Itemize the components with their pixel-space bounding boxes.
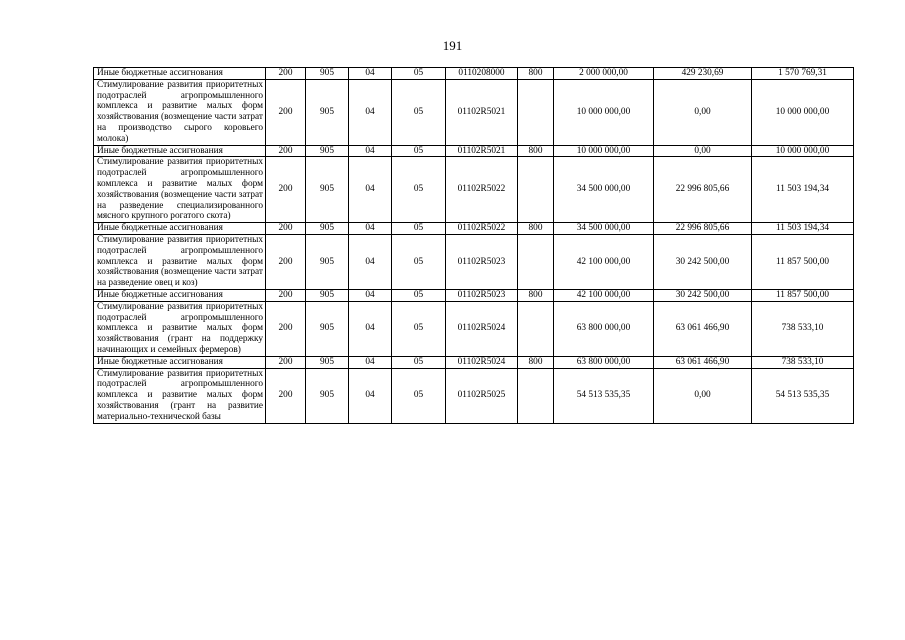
row-vr-cell: 800 <box>518 289 554 301</box>
budget-table <box>93 67 854 424</box>
row-col3-cell: 04 <box>349 157 392 223</box>
row-col1-cell: 200 <box>266 145 306 157</box>
row-done-amount-cell: 429 230,69 <box>654 68 752 80</box>
table-row <box>94 145 854 157</box>
table-row <box>94 368 854 423</box>
row-rest-amount-cell: 10 000 000,00 <box>752 145 854 157</box>
row-done-amount-cell: 63 061 466,90 <box>654 356 752 368</box>
row-rest-amount-cell: 10 000 000,00 <box>752 79 854 145</box>
row-vr-cell <box>518 79 554 145</box>
row-name-cell: Иные бюджетные ассигнования <box>94 145 266 157</box>
row-name-cell: Иные бюджетные ассигнования <box>94 68 266 80</box>
row-vr-cell: 800 <box>518 356 554 368</box>
row-col2-cell: 905 <box>306 368 349 423</box>
row-col3-cell: 04 <box>349 68 392 80</box>
row-col1-cell: 200 <box>266 356 306 368</box>
row-col1-cell: 200 <box>266 223 306 235</box>
row-vr-cell <box>518 234 554 289</box>
row-rest-amount-cell: 11 503 194,34 <box>752 157 854 223</box>
row-col3-cell: 04 <box>349 301 392 356</box>
row-plan-amount-cell: 34 500 000,00 <box>554 223 654 235</box>
row-col2-cell: 905 <box>306 223 349 235</box>
row-code-cell: 01102R5023 <box>446 234 518 289</box>
row-code-cell: 01102R5021 <box>446 79 518 145</box>
table-row <box>94 234 854 289</box>
row-col3-cell: 04 <box>349 368 392 423</box>
table-row <box>94 289 854 301</box>
row-code-cell: 01102R5023 <box>446 289 518 301</box>
table-row <box>94 157 854 223</box>
row-col3-cell: 04 <box>349 289 392 301</box>
row-name-cell: Стимулирование развития приоритетных подотраслей агропромышленного комплекса и развитие малых форм хозяйствования (возмещение части затрат на производство сырого коровьего молока) <box>94 79 266 145</box>
row-col4-cell: 05 <box>392 157 446 223</box>
row-col4-cell: 05 <box>392 301 446 356</box>
table-row <box>94 223 854 235</box>
row-col2-cell: 905 <box>306 145 349 157</box>
row-code-cell: 01102R5022 <box>446 157 518 223</box>
row-rest-amount-cell: 54 513 535,35 <box>752 368 854 423</box>
row-plan-amount-cell: 10 000 000,00 <box>554 145 654 157</box>
row-done-amount-cell: 30 242 500,00 <box>654 289 752 301</box>
row-rest-amount-cell: 738 533,10 <box>752 301 854 356</box>
row-plan-amount-cell: 10 000 000,00 <box>554 79 654 145</box>
row-col4-cell: 05 <box>392 223 446 235</box>
budget-table-body <box>94 68 854 424</box>
row-col4-cell: 05 <box>392 289 446 301</box>
row-col4-cell: 05 <box>392 79 446 145</box>
row-plan-amount-cell: 34 500 000,00 <box>554 157 654 223</box>
row-rest-amount-cell: 738 533,10 <box>752 356 854 368</box>
row-col2-cell: 905 <box>306 356 349 368</box>
table-row <box>94 356 854 368</box>
table-row <box>94 301 854 356</box>
row-col1-cell: 200 <box>266 79 306 145</box>
row-rest-amount-cell: 11 857 500,00 <box>752 234 854 289</box>
row-col3-cell: 04 <box>349 356 392 368</box>
row-col3-cell: 04 <box>349 223 392 235</box>
row-col2-cell: 905 <box>306 157 349 223</box>
row-vr-cell <box>518 301 554 356</box>
row-name-cell: Стимулирование развития приоритетных подотраслей агропромышленного комплекса и развитие малых форм хозяйствования (возмещение части затрат на разведение специализированного мясного крупного рогатого скота) <box>94 157 266 223</box>
table-row <box>94 68 854 80</box>
row-vr-cell: 800 <box>518 68 554 80</box>
row-col2-cell: 905 <box>306 289 349 301</box>
row-done-amount-cell: 63 061 466,90 <box>654 301 752 356</box>
row-done-amount-cell: 22 996 805,66 <box>654 223 752 235</box>
row-rest-amount-cell: 11 503 194,34 <box>752 223 854 235</box>
row-col3-cell: 04 <box>349 145 392 157</box>
row-col3-cell: 04 <box>349 234 392 289</box>
row-col4-cell: 05 <box>392 68 446 80</box>
row-col4-cell: 05 <box>392 234 446 289</box>
row-col2-cell: 905 <box>306 301 349 356</box>
page-number: 191 <box>442 38 463 53</box>
row-done-amount-cell: 0,00 <box>654 368 752 423</box>
row-vr-cell: 800 <box>518 223 554 235</box>
row-code-cell: 0110208000 <box>446 68 518 80</box>
row-col2-cell: 905 <box>306 79 349 145</box>
row-vr-cell: 800 <box>518 145 554 157</box>
row-col1-cell: 200 <box>266 157 306 223</box>
row-name-cell: Стимулирование развития приоритетных подотраслей агропромышленного комплекса и развитие малых форм хозяйствования (грант на развитие материально-технической базы <box>94 368 266 423</box>
row-plan-amount-cell: 42 100 000,00 <box>554 234 654 289</box>
row-vr-cell <box>518 368 554 423</box>
row-name-cell: Иные бюджетные ассигнования <box>94 356 266 368</box>
row-done-amount-cell: 0,00 <box>654 79 752 145</box>
row-code-cell: 01102R5024 <box>446 301 518 356</box>
row-plan-amount-cell: 2 000 000,00 <box>554 68 654 80</box>
row-name-cell: Стимулирование развития приоритетных подотраслей агропромышленного комплекса и развитие малых форм хозяйствования (грант на поддержку начинающих и семейных фермеров) <box>94 301 266 356</box>
row-col1-cell: 200 <box>266 234 306 289</box>
row-col1-cell: 200 <box>266 68 306 80</box>
row-plan-amount-cell: 54 513 535,35 <box>554 368 654 423</box>
row-done-amount-cell: 30 242 500,00 <box>654 234 752 289</box>
row-code-cell: 01102R5025 <box>446 368 518 423</box>
row-rest-amount-cell: 11 857 500,00 <box>752 289 854 301</box>
row-done-amount-cell: 0,00 <box>654 145 752 157</box>
row-rest-amount-cell: 1 570 769,31 <box>752 68 854 80</box>
row-name-cell: Иные бюджетные ассигнования <box>94 289 266 301</box>
row-col4-cell: 05 <box>392 145 446 157</box>
row-col1-cell: 200 <box>266 289 306 301</box>
row-name-cell: Иные бюджетные ассигнования <box>94 223 266 235</box>
row-code-cell: 01102R5021 <box>446 145 518 157</box>
row-col4-cell: 05 <box>392 368 446 423</box>
row-col2-cell: 905 <box>306 68 349 80</box>
row-code-cell: 01102R5022 <box>446 223 518 235</box>
row-col2-cell: 905 <box>306 234 349 289</box>
row-done-amount-cell: 22 996 805,66 <box>654 157 752 223</box>
row-plan-amount-cell: 42 100 000,00 <box>554 289 654 301</box>
row-col1-cell: 200 <box>266 368 306 423</box>
row-col1-cell: 200 <box>266 301 306 356</box>
row-code-cell: 01102R5024 <box>446 356 518 368</box>
table-row <box>94 79 854 145</box>
row-plan-amount-cell: 63 800 000,00 <box>554 356 654 368</box>
row-col4-cell: 05 <box>392 356 446 368</box>
row-vr-cell <box>518 157 554 223</box>
row-col3-cell: 04 <box>349 79 392 145</box>
row-plan-amount-cell: 63 800 000,00 <box>554 301 654 356</box>
row-name-cell: Стимулирование развития приоритетных подотраслей агропромышленного комплекса и развитие малых форм хозяйствования (возмещение части затрат на разведение овец и коз) <box>94 234 266 289</box>
